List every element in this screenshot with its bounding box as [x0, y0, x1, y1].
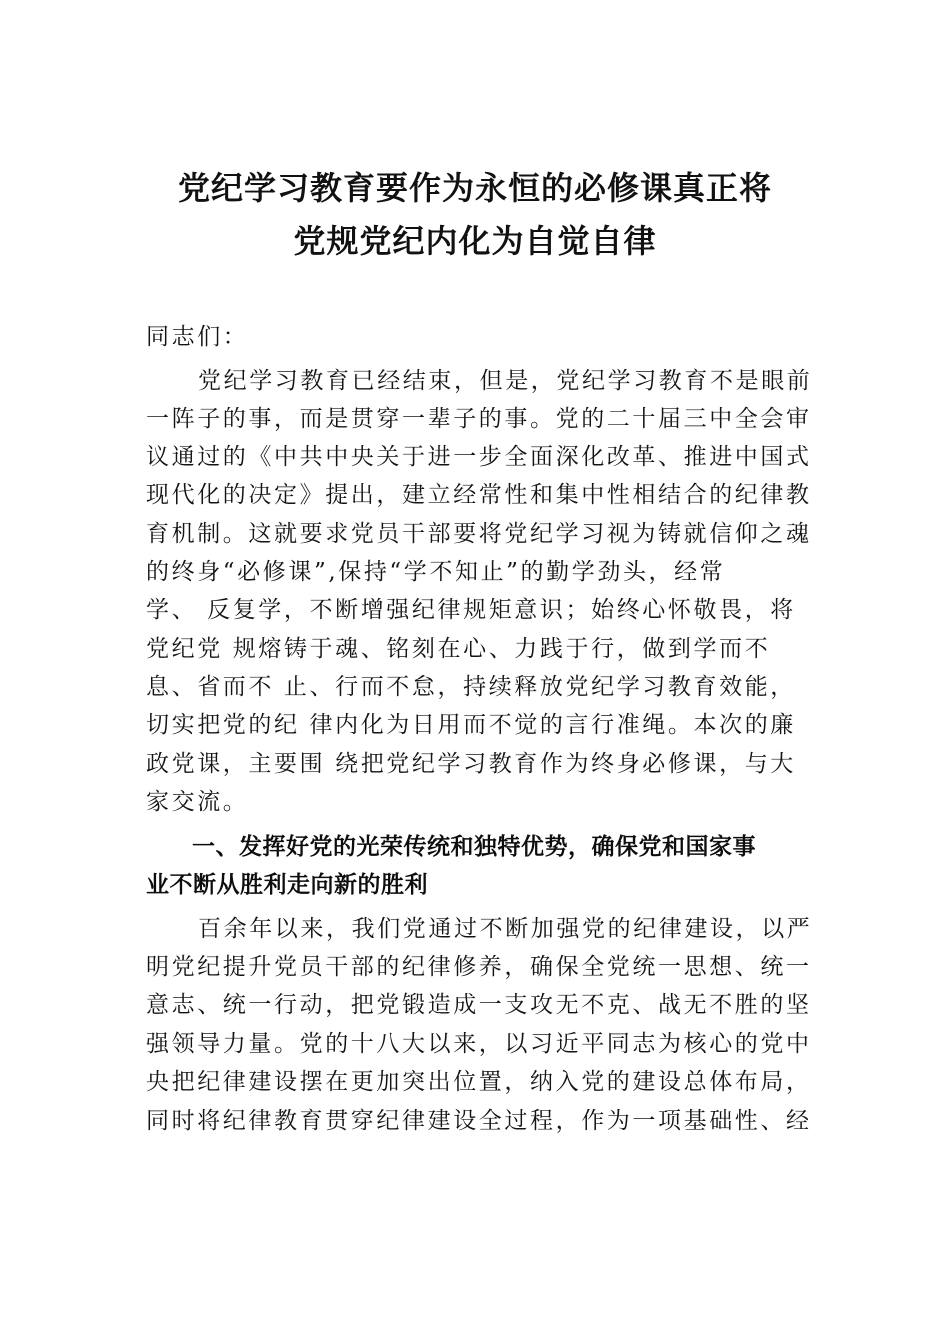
intro-line-11: 政党课，主要围 绕把党纪学习教育作为终身必修课，与大 [146, 751, 796, 777]
intro-line-1: 党纪学习教育已经结束，但是，党纪学习教育不是眼前 [198, 368, 813, 394]
section-1-line-5: 央把纪律建设摆在更加突出位置，纳入党的建设总体布局， [146, 1069, 812, 1095]
salutation: 同志们： [146, 324, 249, 350]
intro-line-6: 的终身“必修课”,保持“学不知止”的勤学劲头，经常 [146, 559, 726, 585]
intro-line-10: 切实把党的纪 律内化为日用而不觉的言行准绳。本次的廉 [146, 712, 796, 738]
intro-line-4: 现代化的决定》提出，建立经常性和集中性相结合的纪律教 [146, 482, 812, 508]
section-1-line-3: 意志、统一行动，把党锻造成一支攻无不克、战无不胜的坚 [146, 992, 812, 1018]
intro-line-2: 一阵子的事，而是贯穿一辈子的事。党的二十届三中全会审 [146, 406, 812, 432]
intro-line-9: 息、省而不 止、行而不怠，持续释放党纪学习教育效能， [146, 674, 796, 700]
intro-line-3: 议通过的《中共中央关于进一步全面深化改革、推进中国式 [146, 444, 812, 470]
intro-line-12: 家交流。 [146, 789, 249, 815]
section-1-line-6: 同时将纪律教育贯穿纪律建设全过程，作为一项基础性、经 [146, 1108, 812, 1134]
section-1-line-4: 强领导力量。党的十八大以来，以习近平同志为核心的党中 [146, 1031, 812, 1057]
section-1-line-1: 百余年以来，我们党通过不断加强党的纪律建设，以严 [198, 916, 813, 942]
document-title-line-2: 党规党纪内化为自觉自律 [293, 222, 657, 260]
section-1-heading-line-1: 一、发挥好党的光荣传统和独特优势，确保党和国家事 [192, 834, 756, 860]
document-title-line-1: 党纪学习教育要作为永恒的必修课真正将 [177, 169, 772, 207]
section-1-line-2: 明党纪提升党员干部的纪律修养，确保全党统一思想、统一 [146, 954, 812, 980]
intro-line-8: 党纪党 规熔铸于魂、铭刻在心、力践于行，做到学而不 [146, 636, 771, 662]
intro-line-5: 育机制。这就要求党员干部要将党纪学习视为铸就信仰之魂 [146, 521, 812, 547]
intro-line-7: 学、 反复学，不断增强纪律规矩意识；始终心怀敬畏，将 [146, 597, 796, 623]
section-1-heading-line-2: 业不断从胜利走向新的胜利 [146, 872, 428, 898]
